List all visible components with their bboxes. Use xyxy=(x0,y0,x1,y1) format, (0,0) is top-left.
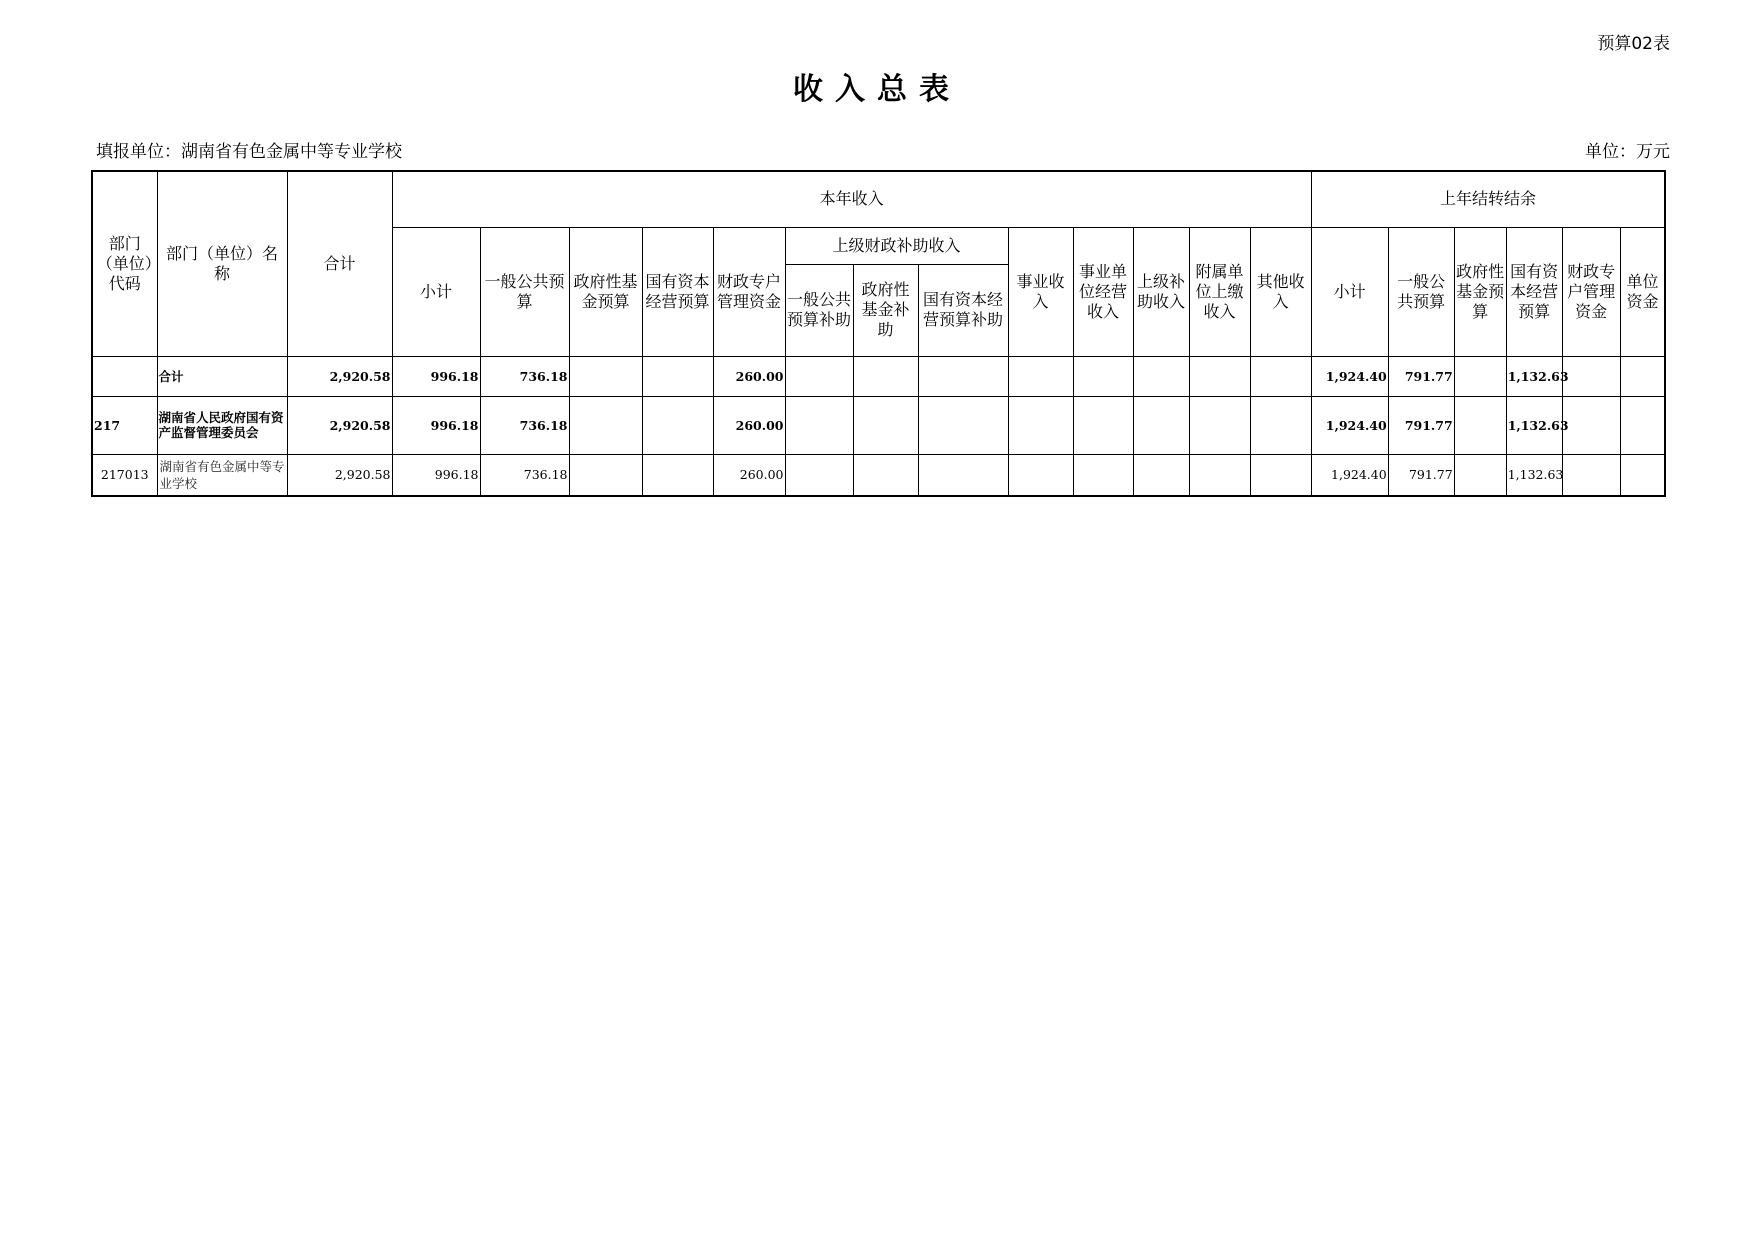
cell-gov-fund-budget xyxy=(569,356,642,397)
header-business-operating-income: 事业单位经营收入 xyxy=(1073,227,1133,356)
cell-state-capital-budget xyxy=(642,356,713,397)
cell-fiscal-special-fund: 260.00 xyxy=(713,356,785,397)
header-sub-general-public: 一般公共预算补助 xyxy=(785,264,853,356)
header-dept-name: 部门（单位）名称 xyxy=(157,171,287,356)
table-header xyxy=(92,171,1665,356)
cell-prev-subtotal: 1,924.40 xyxy=(1311,397,1388,455)
cell-total: 2,920.58 xyxy=(287,356,392,397)
cell-name: 湖南省人民政府国有资产监督管理委员会 xyxy=(157,397,287,455)
header-prev-state-capital: 国有资本经营预算 xyxy=(1506,227,1562,356)
cell-sub-general-public xyxy=(785,397,853,455)
income-summary-table xyxy=(91,170,1666,497)
cell-prev-unit-fund xyxy=(1620,356,1665,397)
header-superior-grant-income: 上级补助收入 xyxy=(1133,227,1189,356)
cell-subtotal: 996.18 xyxy=(392,454,480,496)
cell-code: 217 xyxy=(92,397,157,455)
cell-name: 湖南省有色金属中等专业学校 xyxy=(157,454,287,496)
header-fiscal-special-fund: 财政专户管理资金 xyxy=(713,227,785,356)
header-total: 合计 xyxy=(287,171,392,356)
header-subtotal: 小计 xyxy=(392,227,480,356)
header-sub-gov-fund: 政府性基金补助 xyxy=(853,264,918,356)
cell-gov-fund-budget xyxy=(569,454,642,496)
header-prev-gov-fund: 政府性基金预算 xyxy=(1454,227,1506,356)
table-row-total xyxy=(92,356,1665,397)
cell-sub-gov-fund xyxy=(853,397,918,455)
cell-state-capital-budget xyxy=(642,454,713,496)
filing-unit: 填报单位：湖南省有色金属中等专业学校 xyxy=(96,142,402,162)
cell-other-income xyxy=(1250,356,1311,397)
cell-prev-state-capital: 1,132.63 xyxy=(1506,356,1562,397)
cell-subtotal: 996.18 xyxy=(392,397,480,455)
cell-prev-unit-fund xyxy=(1620,454,1665,496)
cell-fiscal-special-fund: 260.00 xyxy=(713,454,785,496)
cell-name: 合计 xyxy=(157,356,287,397)
cell-prev-subtotal: 1,924.40 xyxy=(1311,356,1388,397)
table-row-department xyxy=(92,397,1665,455)
cell-prev-fiscal-special xyxy=(1562,454,1620,496)
cell-sub-state-capital xyxy=(918,397,1008,455)
cell-other-income xyxy=(1250,397,1311,455)
cell-prev-gov-fund xyxy=(1454,356,1506,397)
cell-prev-general-public: 791.77 xyxy=(1388,356,1454,397)
cell-subtotal: 996.18 xyxy=(392,356,480,397)
header-prev-unit-fund: 单位资金 xyxy=(1620,227,1665,356)
cell-total: 2,920.58 xyxy=(287,397,392,455)
cell-gov-fund-budget xyxy=(569,397,642,455)
header-current-year: 本年收入 xyxy=(392,171,1311,227)
header-superior-subsidy: 上级财政补助收入 xyxy=(785,227,1008,264)
cell-sub-state-capital xyxy=(918,356,1008,397)
cell-prev-state-capital: 1,132.63 xyxy=(1506,454,1562,496)
cell-affiliate-remittance xyxy=(1189,356,1250,397)
cell-affiliate-remittance xyxy=(1189,454,1250,496)
header-prev-general-public: 一般公共预算 xyxy=(1388,227,1454,356)
cell-superior-grant-income xyxy=(1133,397,1189,455)
page-title: 收入总表 xyxy=(793,72,961,107)
form-number: 预算02表 xyxy=(1597,34,1670,54)
cell-affiliate-remittance xyxy=(1189,397,1250,455)
cell-prev-fiscal-special xyxy=(1562,356,1620,397)
header-state-capital-budget: 国有资本经营预算 xyxy=(642,227,713,356)
header-prev-subtotal: 小计 xyxy=(1311,227,1388,356)
cell-business-operating-income xyxy=(1073,397,1133,455)
cell-code xyxy=(92,356,157,397)
header-business-income: 事业收入 xyxy=(1008,227,1073,356)
cell-general-public-budget: 736.18 xyxy=(480,356,569,397)
header-dept-code: 部门（单位）代码 xyxy=(92,171,157,356)
cell-prev-fiscal-special xyxy=(1562,397,1620,455)
header-general-public-budget: 一般公共预算 xyxy=(480,227,569,356)
header-gov-fund-budget: 政府性基金预算 xyxy=(569,227,642,356)
cell-business-income xyxy=(1008,356,1073,397)
cell-fiscal-special-fund: 260.00 xyxy=(713,397,785,455)
currency-unit: 单位：万元 xyxy=(1585,142,1670,162)
cell-sub-general-public xyxy=(785,454,853,496)
cell-prev-subtotal: 1,924.40 xyxy=(1311,454,1388,496)
cell-prev-gov-fund xyxy=(1454,397,1506,455)
cell-other-income xyxy=(1250,454,1311,496)
cell-total: 2,920.58 xyxy=(287,454,392,496)
cell-business-operating-income xyxy=(1073,454,1133,496)
cell-state-capital-budget xyxy=(642,397,713,455)
header-previous-balance: 上年结转结余 xyxy=(1311,171,1665,227)
cell-business-income xyxy=(1008,454,1073,496)
cell-sub-state-capital xyxy=(918,454,1008,496)
cell-prev-general-public: 791.77 xyxy=(1388,454,1454,496)
table-body xyxy=(92,356,1665,496)
cell-code: 217013 xyxy=(92,454,157,496)
cell-sub-general-public xyxy=(785,356,853,397)
cell-superior-grant-income xyxy=(1133,454,1189,496)
cell-general-public-budget: 736.18 xyxy=(480,454,569,496)
cell-superior-grant-income xyxy=(1133,356,1189,397)
table-row-unit xyxy=(92,454,1665,496)
cell-prev-state-capital: 1,132.63 xyxy=(1506,397,1562,455)
header-sub-state-capital: 国有资本经营预算补助 xyxy=(918,264,1008,356)
cell-prev-gov-fund xyxy=(1454,454,1506,496)
header-affiliate-remittance: 附属单位上缴收入 xyxy=(1189,227,1250,356)
cell-general-public-budget: 736.18 xyxy=(480,397,569,455)
cell-sub-gov-fund xyxy=(853,356,918,397)
cell-business-operating-income xyxy=(1073,356,1133,397)
header-other-income: 其他收入 xyxy=(1250,227,1311,356)
header-prev-fiscal-special: 财政专户管理资金 xyxy=(1562,227,1620,356)
cell-sub-gov-fund xyxy=(853,454,918,496)
cell-business-income xyxy=(1008,397,1073,455)
cell-prev-general-public: 791.77 xyxy=(1388,397,1454,455)
cell-prev-unit-fund xyxy=(1620,397,1665,455)
